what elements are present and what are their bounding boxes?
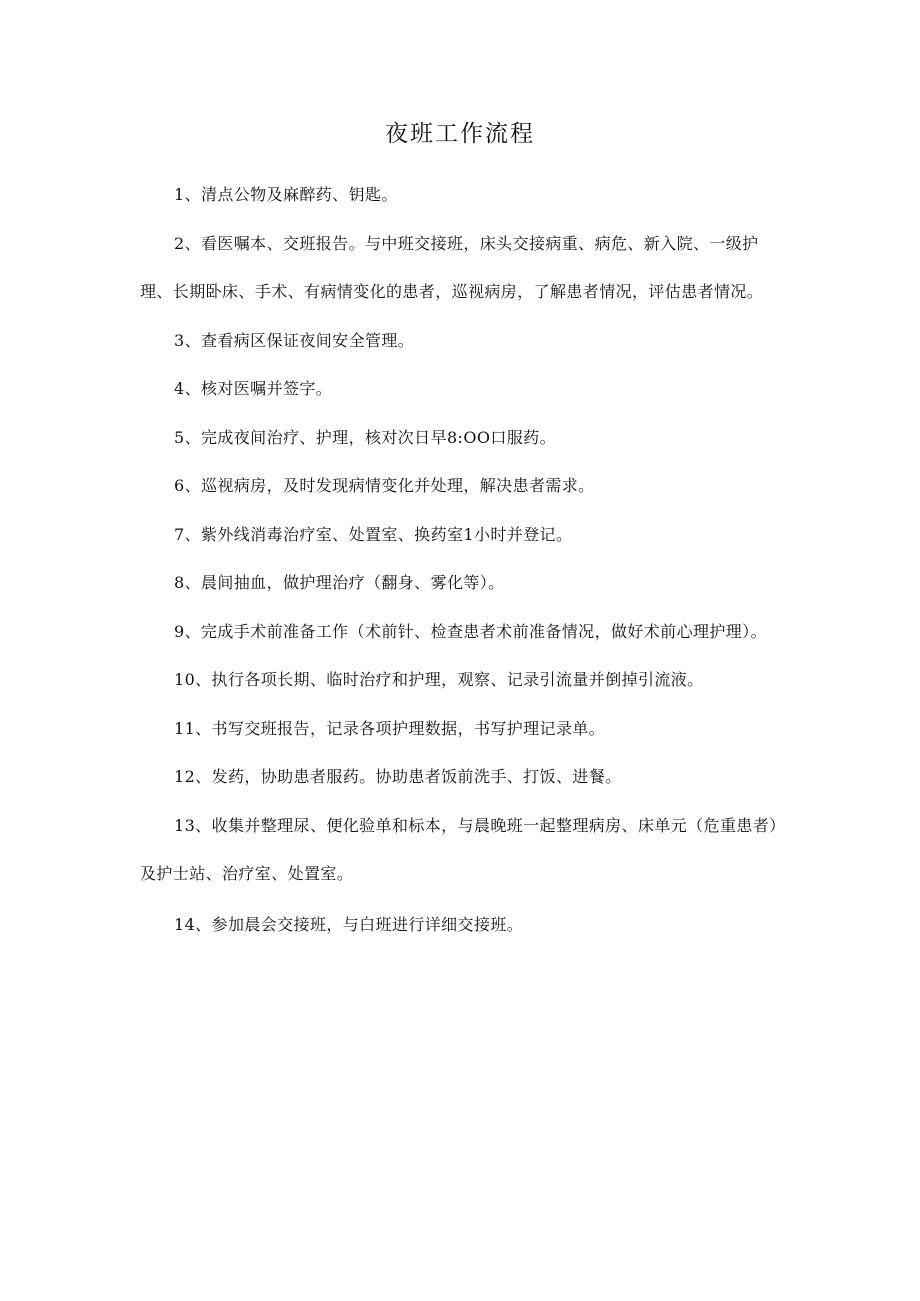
procedure-item-13: 13、收集并整理尿、便化验单和标本，与晨晚班一起整理病房、床单元（危重患者）及护士站、治疗室、处置室。 (140, 815, 778, 883)
procedure-item-2: 2、看医嘱本、交班报告。与中班交接班，床头交接病重、病危、新入院、一级护理、长期卧床、手术、有病情变化的患者，巡视病房，了解患者情况，评估患者情况。 (140, 233, 764, 301)
procedure-item-7: 7、紫外线消毒治疗室、处置室、换药室1小时并登记。 (174, 524, 573, 544)
procedure-list (140, 171, 780, 949)
procedure-item-6: 6、巡视病房，及时发现病情变化并处理，解决患者需求。 (174, 476, 595, 495)
document-title: 夜班工作流程 (385, 121, 535, 147)
procedure-item-11: 11、书写交班报告，记录各项护理数据，书写护理记录单。 (174, 718, 606, 738)
procedure-item-5: 5、完成夜间治疗、护理，核对次日早8:OO口服药。 (174, 427, 556, 447)
procedure-item-9: 9、完成手术前准备工作（术前针、检查患者术前准备情况，做好术前心理护理）。 (174, 621, 767, 641)
procedure-item-1: 1、清点公物及麻醉药、钥匙。 (174, 185, 398, 204)
procedure-item-8: 8、晨间抽血，做护理治疗（翻身、雾化等）。 (174, 573, 505, 592)
procedure-item-14: 14、参加晨会交接班，与白班进行详细交接班。 (174, 914, 524, 934)
procedure-item-10: 10、执行各项长期、临时治疗和护理，观察、记录引流量并倒掉引流液。 (174, 670, 704, 689)
procedure-item-4: 4、核对医嘱并签字。 (174, 379, 333, 398)
procedure-item-3: 3、查看病区保证夜间安全管理。 (174, 330, 415, 350)
procedure-item-12: 12、发药，协助患者服药。协助患者饭前洗手、打饭、进餐。 (174, 767, 622, 786)
